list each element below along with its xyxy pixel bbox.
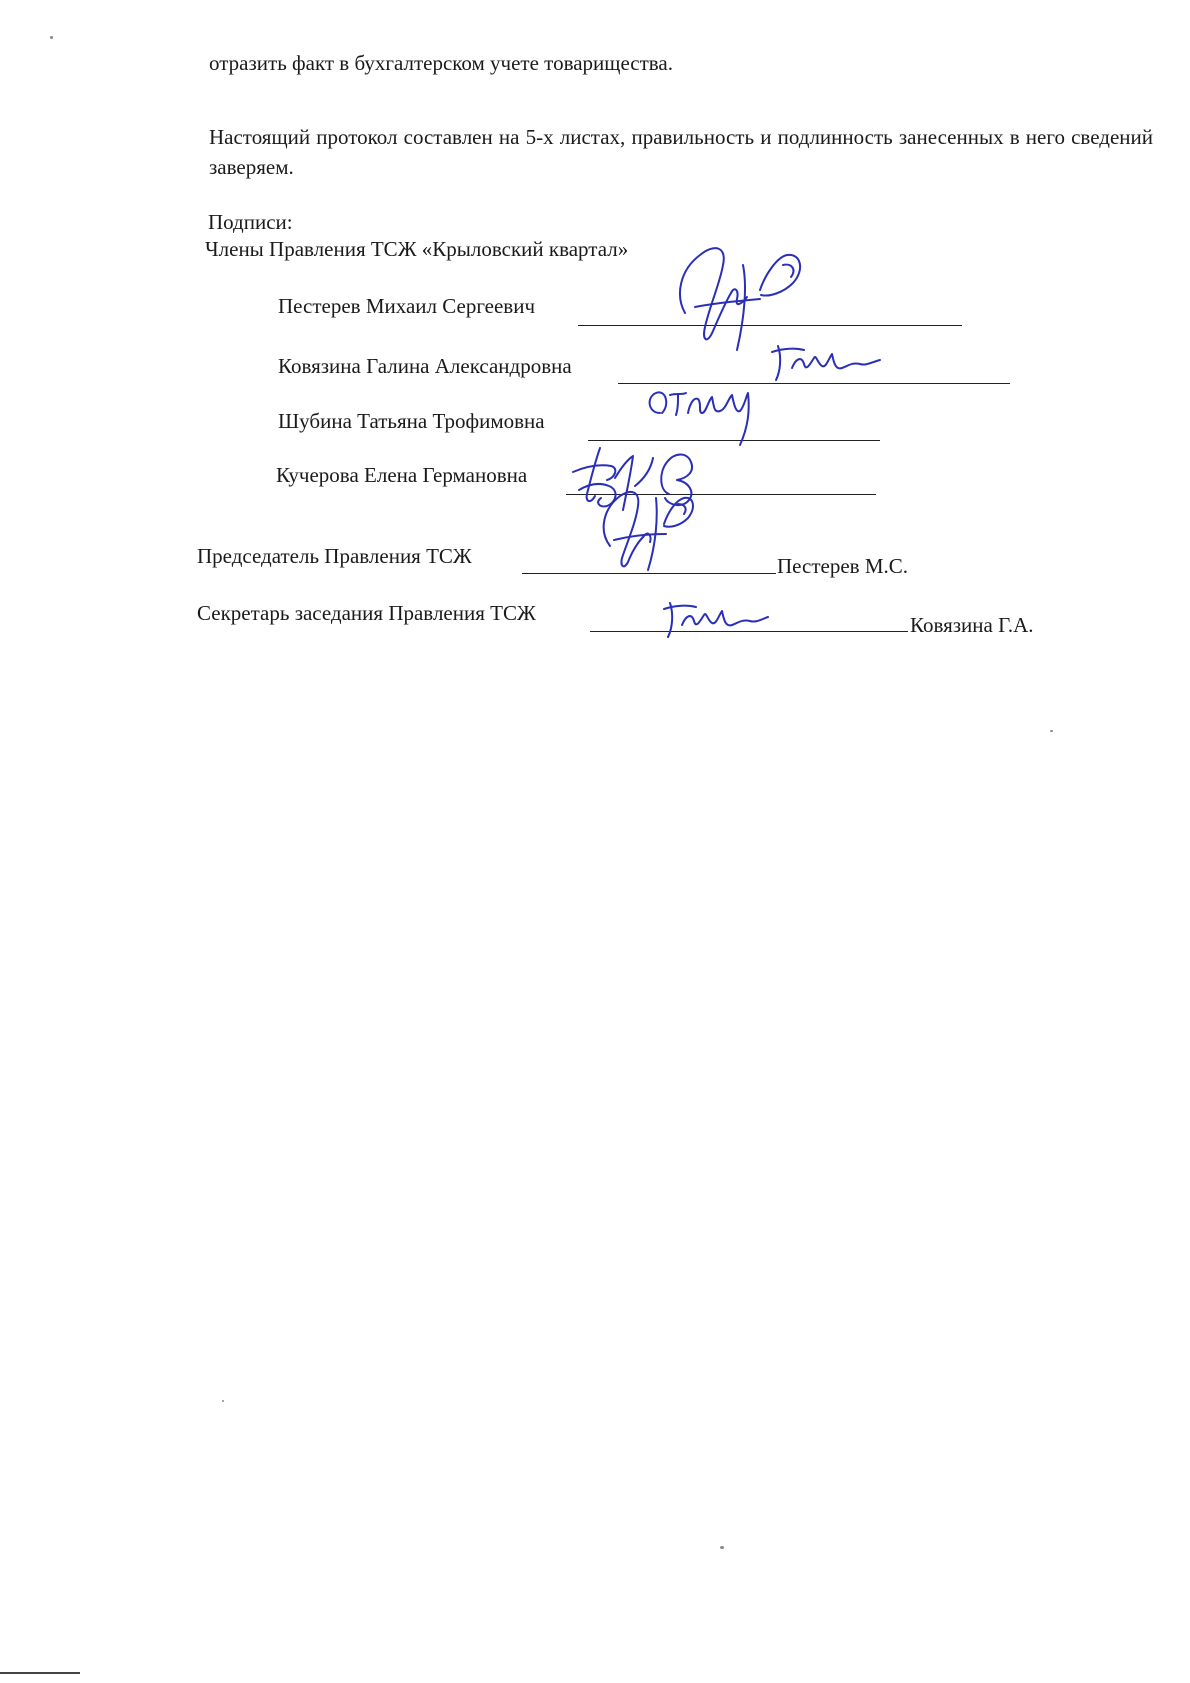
scan-edge-line [0,1672,80,1674]
scan-speck [50,36,53,39]
signature-secretary [662,597,772,642]
signature-chairman [590,478,700,578]
signatures-heading: Подписи: [208,210,293,234]
scan-speck [1050,730,1053,732]
top-line: отразить факт в бухгалтерском учете товарищества. [209,51,673,75]
chairman-title: Председатель Правления ТСЖ [197,544,472,568]
member-name-1: Пестерев Михаил Сергеевич [278,294,536,318]
member-name-3: Шубина Татьяна Трофимовна [278,409,545,433]
closing-paragraph: Настоящий протокол составлен на 5-х листах, правильность и подлинность занесенных в него сведений заверяем. [209,125,1153,179]
member-name-4: Кучерова Елена Германовна [276,463,528,487]
scan-speck [720,1546,724,1549]
chairman-name: Пестерев М.С. [777,554,908,578]
member-name-2: Ковязина Галина Александровна [278,354,572,378]
board-members-heading: Члены Правления ТСЖ «Крыловский квартал» [205,237,629,261]
secretary-title: Секретарь заседания Правления ТСЖ [197,601,536,625]
signature-kovyazina [770,338,885,383]
scan-speck [222,1400,224,1402]
secretary-name: Ковязина Г.А. [910,613,1034,637]
